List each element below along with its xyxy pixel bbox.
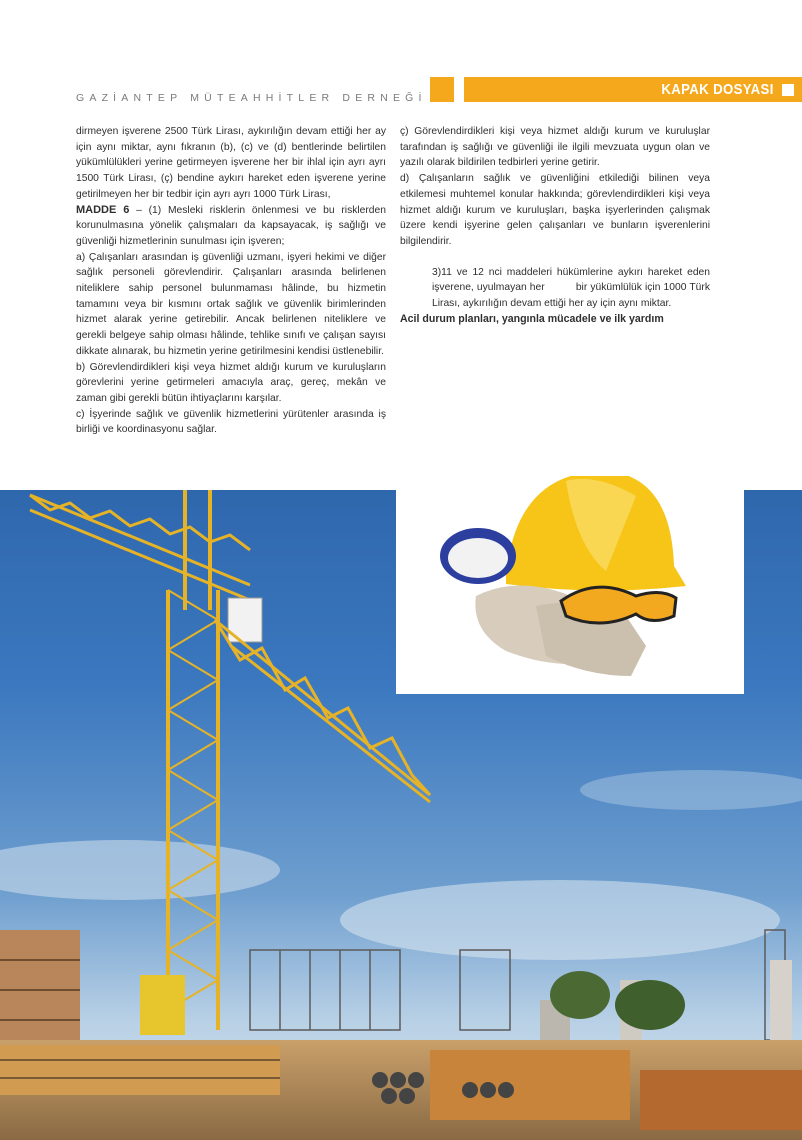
item-d: d) Çalışanların sağlık ve güvenliğini etkilediği bilinen veya etkilemesi muhtemel konular hakkında; görevlendirdikleri kişi veya hizmet aldığı kurum ve kuruluşları, başka işyerlerinden çalışmak üzere kendi işyerine gelen çalışanları ve bunların işverenlerini bilgilendirir. [400,173,710,247]
madde-6-text: – (1) Mesleki risklerin önlenmesi ve bu risklerden korunulmasına yönelik çalışmaları da kapsayacak, iş sağlığı ve güvenliği hizmetlerinin sunulması için işveren; [76,204,386,247]
association-name: GAZİANTEP MÜTEAHHİTLER DERNEĞİ [76,92,427,104]
right-text-column [400,124,713,327]
section-banner [464,77,802,102]
left-text-column [76,124,386,438]
section-heading-emergency: Acil durum planları, yangınla mücadele ve ilk yardım [400,312,664,325]
madde-6-title: MADDE 6 [76,203,130,216]
paragraph-madde-6 [76,203,386,250]
header-accent-block [430,77,454,102]
safety-equipment-photo [396,476,744,694]
item-a: a) Çalışanları arasından iş güvenliği uzmanı, işyeri hekimi ve diğer sağlık personeli görevlendirir. Çalışanları arasında belirlenen niteliklere sahip personel bulunmaması hâlinde, bu hizmetin tamamını veya bir kısmını ortak sağlık ve güvenlik birimlerinden hizmet alarak yerine getirebilir. Ancak belirlenen niteliklere ve gerekli belgeye sahip olması hâlinde, tehlike sınıfı ve çalışan sayısı dikkate alınarak, bu hizmetin yerine getirilmesini kendisi üstlenebilir. [76,251,386,357]
item-b: b) Görevlendirdikleri kişi veya hizmet aldığı kurum ve kuruluşların görevlerini yerine getirmeleri amacıyla araç, gereç, mekân ve zaman gibi gerekli bütün ihtiyaçlarını karşılar. [76,361,386,404]
square-icon [782,84,794,96]
paragraph-penalties: dirmeyen işverene 2500 Türk Lirası, aykırılığın devam ettiği her ay için aynı miktar, aynı fıkranın (b), (c) ve (d) bentlerinde belirtilen yükümlülükleri yerine getirmeyen işverene her bir ihlal için ayrı ayrı 1500 Türk Lirası, (ç) bendine aykırı hareket eden işverene yerine getirilmeyen her bir tedbir için ayrı ayrı 1000 Türk Lirası, [76,126,386,200]
item-c: c) İşyerinde sağlık ve güvenlik hizmetlerini yürütenler arasında iş birliği ve koordinasyonu sağlar. [76,408,386,436]
item-c-cedilla: ç) Görevlendirdikleri kişi veya hizmet aldığı kurum ve kuruluşlar tarafından iş sağlığı ve güvenliği ile ilgili mevzuata uygun olan ve yazılı olarak bildirilen tedbirleri yerine getirir. [400,126,710,169]
paragraph-penalty-11-12: 3)11 ve 12 nci maddeleri hükümlerine aykırı hareket eden işverene, uyulmayan her bir yükümlülük için 1000 Türk Lirası, aykırılığın devam ettiği her ay için aynı miktar. [432,266,713,310]
section-title: KAPAK DOSYASI [661,81,774,98]
safety-equipment-illustration [396,476,744,694]
